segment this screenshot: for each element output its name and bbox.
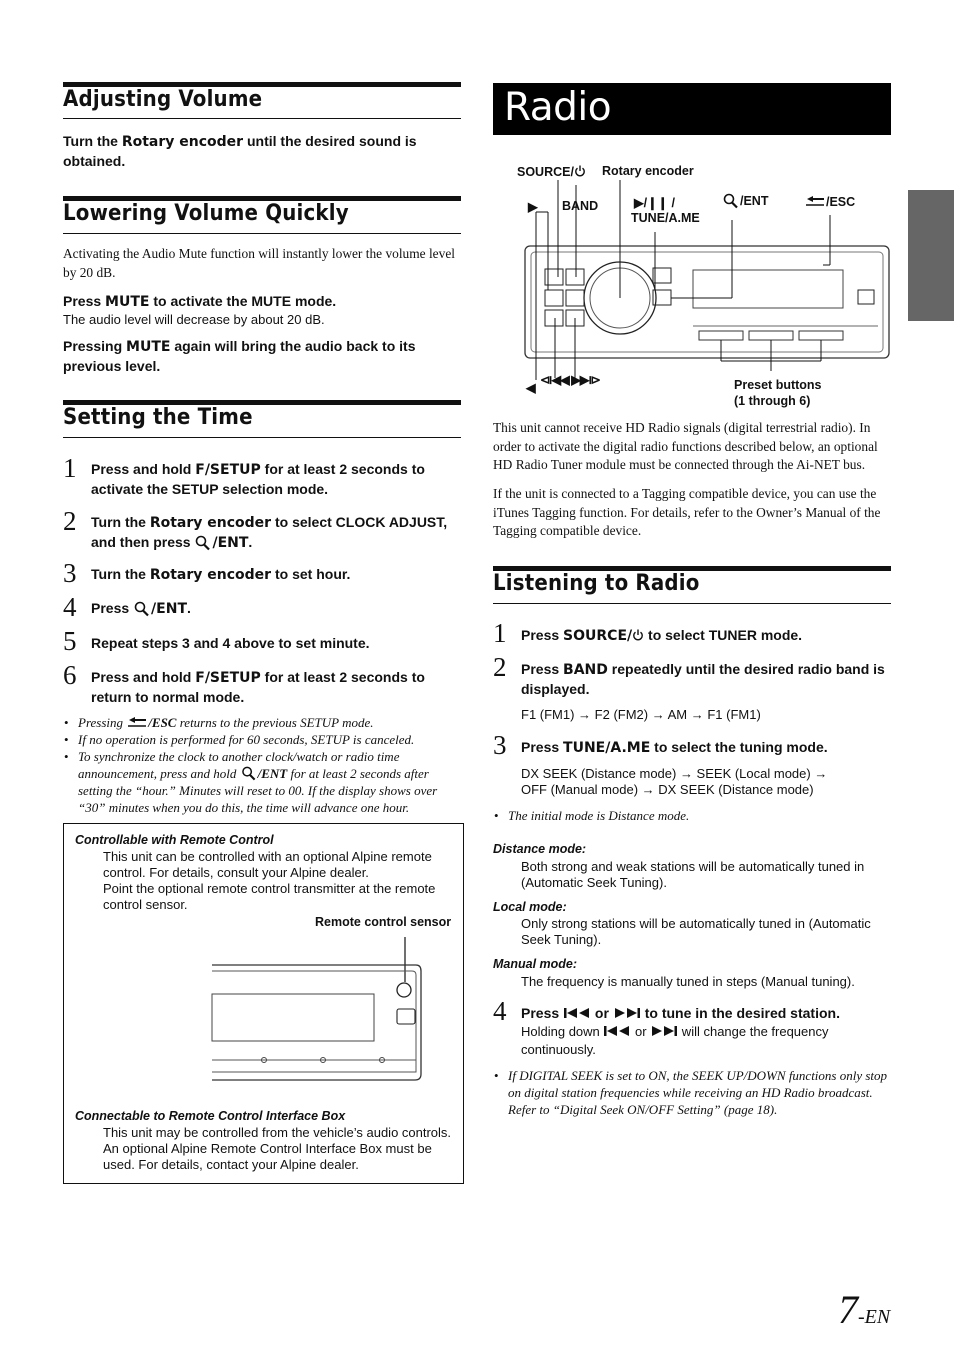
head-unit-diagram [493,140,891,400]
radio-intro-2: If the unit is connected to a Tagging compatible device, you can use the iTunes Tagging function. For details, refer to the Owner’s Manual of the Tagging compatible device. [493,486,881,538]
step-number: 2 [493,652,507,682]
lowering-volume-intro: Activating the Audio Mute function will instantly lower the volume level by 20 dB. [63,246,455,280]
magnifier-icon [240,766,258,781]
time-notes [78,714,460,816]
label-play-pause: ▶/❙❙ / [634,196,675,210]
magnifier-icon [133,601,151,617]
hold-note: Holding down or will change the frequency continuously. [521,1024,829,1057]
remote-text-1: This unit can be controlled with an optional Alpine remote control. For details, consult your Alpine dealer. [103,849,432,880]
local-mode-title: Local mode: [493,900,567,914]
time-step-5: Repeat steps 3 and 4 above to set minute. [91,635,370,651]
section-rule [63,233,461,234]
interface-box-title: Connectable to Remote Control Interface Box [75,1109,346,1123]
chapter-tab [908,190,954,321]
time-step-2: Turn the Rotary encoder to select CLOCK ADJUST, and then press /ENT. [91,514,448,551]
remote-sensor-illustration [64,824,463,1114]
label-esc: /ESC [804,195,855,210]
mute-again-step: Pressing MUTE again will bring the audio back to its previous level. [63,338,416,374]
step-number: 1 [493,618,507,648]
time-step-3: Turn the Rotary encoder to set hour. [91,566,351,583]
distance-mode-title: Distance mode: [493,842,587,856]
digital-seek-note [508,1067,890,1118]
initial-mode-note [508,807,689,824]
label-rotary-encoder: Rotary encoder [602,164,694,178]
tuning-sequence-1: DX SEEK (Distance mode) → SEEK (Local mode) → [521,766,828,781]
skip-back-icon [603,1025,631,1037]
radio-step-3: Press TUNE/A.ME to select the tuning mode. [521,739,828,756]
remote-control-box [63,823,464,1184]
label-play: ▶ [528,200,538,214]
distance-mode-desc: Both strong and weak stations will be automatically tuned in (Automatic Seek Tuning). [521,859,865,890]
label-skip: ⧏◀◀ ▶▶⧐ [540,373,600,387]
step-number: 5 [63,626,77,656]
interface-box-text: This unit may be controlled from the vehicle’s audio controls. An optional Alpine Remote Control Interface Box must be used. For details, contact your Alpine dealer. [103,1125,452,1172]
note-item: • If no operation is performed for 60 seconds, SETUP is canceled. [78,731,460,748]
step-number: 2 [63,506,77,536]
step-number: 1 [63,453,77,483]
label-left: ◀ [526,381,536,395]
skip-forward-icon [613,1007,641,1019]
time-step-6: Press and hold F/SETUP for at least 2 seconds to return to normal mode. [91,669,425,705]
power-icon [632,629,644,641]
heading-listening-radio: Listening to Radio [493,571,700,596]
radio-step-2: Press BAND repeatedly until the desired radio band is displayed. [521,661,885,697]
heading-lowering-volume: Lowering Volume Quickly [63,201,349,226]
chapter-banner [493,83,891,135]
mute-step-note: The audio level will decrease by about 20 dB. [63,312,325,327]
section-rule [63,437,461,438]
step-number: 3 [493,730,507,760]
label-preset-a: Preset buttons [734,378,822,392]
tuning-sequence-2: OFF (Manual mode) → DX SEEK (Distance mode) [521,782,814,797]
section-rule [493,603,891,604]
label-source: SOURCE/ [517,165,586,180]
return-arrow-icon [126,716,148,728]
heading-setting-time: Setting the Time [63,405,253,430]
label-tune-ame: TUNE/A.ME [631,211,700,225]
skip-back-icon [563,1007,591,1019]
label-preset-b: (1 through 6) [734,394,811,408]
step-number: 4 [63,592,77,622]
radio-step-4: Press or to tune in the desired station. [521,1005,840,1021]
remote-title: Controllable with Remote Control [75,833,274,847]
adjusting-volume-instruction: Turn the Rotary encoder until the desired sound is obtained. [63,133,417,169]
band-sequence: F1 (FM1) → F2 (FM2) → AM → F1 (FM1) [521,707,761,722]
label-ent: /ENT [722,193,768,209]
manual-mode-title: Manual mode: [493,957,578,971]
magnifier-icon [194,535,212,551]
local-mode-desc: Only strong stations will be automatically tuned in (Automatic Seek Tuning). [521,916,871,947]
page-number: 7-EN [838,1287,891,1332]
mute-step: Press MUTE to activate the MUTE mode. [63,293,337,310]
time-step-1: Press and hold F/SETUP for at least 2 seconds to activate the SETUP selection mode. [91,461,425,497]
step-number: 3 [63,558,77,588]
note-item: • The initial mode is Distance mode. [508,807,689,824]
skip-forward-icon [650,1025,678,1037]
manual-mode-desc: The frequency is manually tuned in steps (Manual tuning). [521,974,855,989]
chapter-title: Radio [504,85,612,130]
label-band: BAND [562,199,599,213]
note-item: • Pressing /ESC returns to the previous SETUP mode. [78,714,460,731]
heading-adjusting-volume: Adjusting Volume [63,87,263,112]
note-item: • If DIGITAL SEEK is set to ON, the SEEK UP/DOWN functions only stop on digital station frequencies while receiving an HD Radio broadcast. Refer to “Digital Seek ON/OFF Setting” (page 18). [508,1067,890,1118]
note-item: • To synchronize the clock to another clock/watch or radio time announcement, press and hold /ENT for at least 2 seconds after setting the “hour.” Minutes will reset to 00. If the display shows over “30” minutes when you do this, the time will advance one hour. [78,748,460,816]
step-number: 6 [63,660,77,690]
radio-intro-1: This unit cannot receive HD Radio signals (digital terrestrial radio). In order to activate the digital radio functions described below, an optional HD Radio Tuner module must be connected through the Ai-NET bus. [493,420,878,472]
section-rule [63,118,461,119]
radio-step-1: Press SOURCE/ to select TUNER mode. [521,627,803,644]
remote-text-2: Point the optional remote control transmitter at the remote control sensor. [103,881,436,912]
time-step-4: Press /ENT. [91,600,191,617]
step-number: 4 [493,996,507,1026]
remote-sensor-label: Remote control sensor [315,915,452,929]
